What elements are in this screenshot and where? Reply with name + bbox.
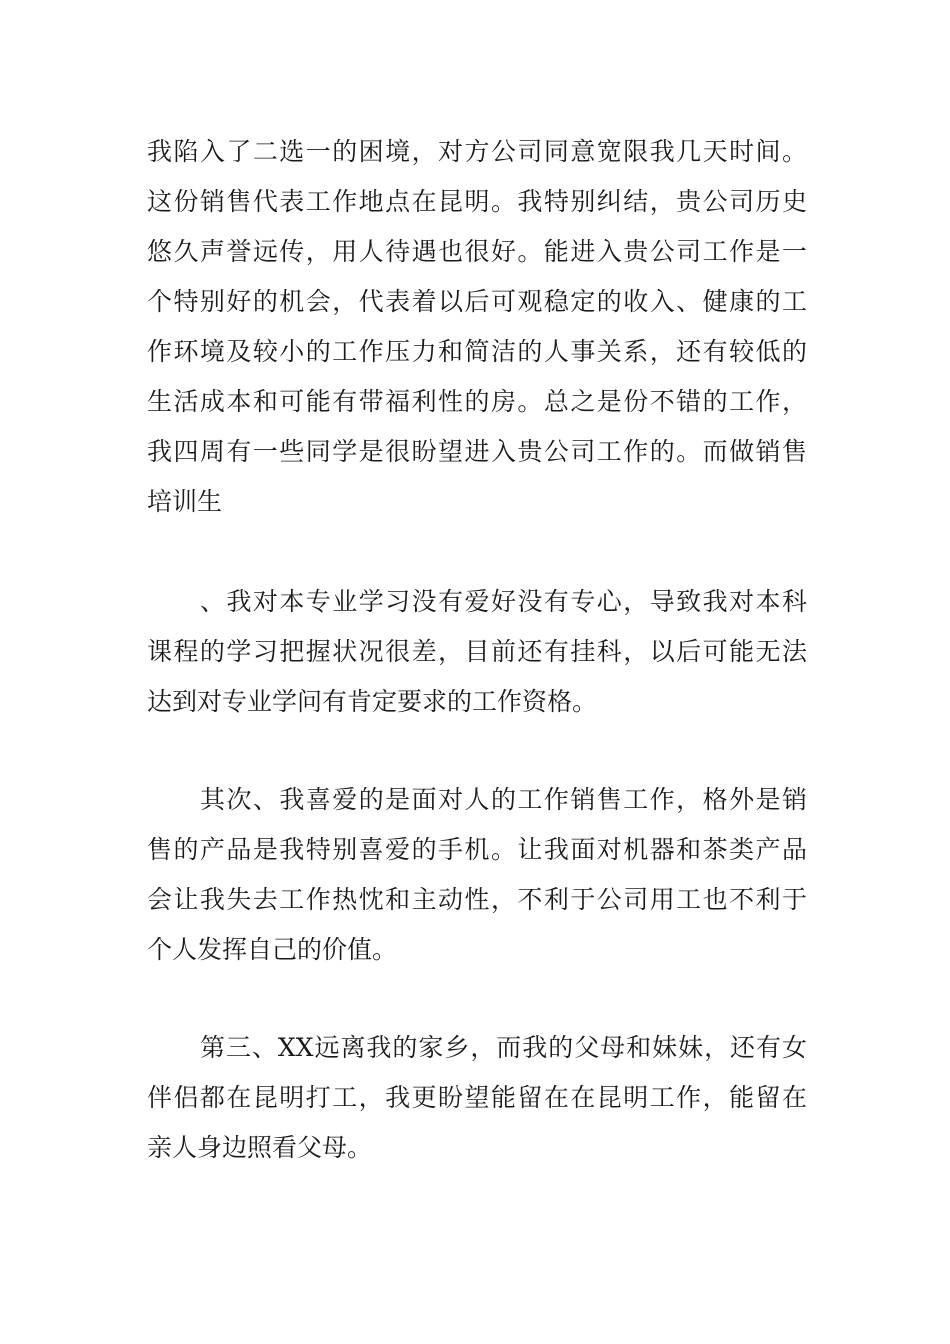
paragraph-1-line-1: 我陷入了二选一的困境，对方公司同意宽限我几天时间。 [147, 137, 807, 166]
paragraph-2-line-3: 达到对专业学问有肯定要求的工作资格。 [147, 687, 598, 716]
paragraph-1-line-4: 个特别好的机会，代表着以后可观稳定的收入、健康的工 [147, 287, 807, 316]
paragraph-1-line-5: 作环境及较小的工作压力和简洁的人事关系，还有较低的 [147, 337, 807, 366]
paragraph-3-line-4: 个人发挥自己的价值。 [147, 935, 398, 964]
paragraph-3-line-1: 其次、我喜爱的是面对人的工作销售工作，格外是销 [200, 785, 807, 814]
paragraph-2-line-1: 、我对本专业学习没有爱好没有专心，导致我对本科 [200, 587, 807, 616]
paragraph-3-line-2: 售的产品是我特别喜爱的手机。让我面对机器和茶类产品 [147, 835, 807, 864]
paragraph-2-line-2: 课程的学习把握状况很差，目前还有挂科，以后可能无法 [147, 637, 807, 666]
paragraph-4-line-1: 第三、XX远离我的家乡，而我的父母和妹妹，还有女 [200, 1033, 807, 1062]
paragraph-1-line-7: 我四周有一些同学是很盼望进入贵公司工作的。而做销售 [147, 437, 807, 466]
paragraph-3-line-3: 会让我失去工作热忱和主动性，不利于公司用工也不利于 [147, 885, 807, 914]
paragraph-4-line-2: 伴侣都在昆明打工，我更盼望能留在在昆明工作，能留在 [147, 1083, 807, 1112]
paragraph-1-line-6: 生活成本和可能有带福利性的房。总之是份不错的工作， [147, 387, 807, 416]
paragraph-1-line-3: 悠久声誉远传，用人待遇也很好。能进入贵公司工作是一 [147, 237, 807, 266]
paragraph-1-line-8: 培训生 [147, 487, 223, 516]
paragraph-1-line-2: 这份销售代表工作地点在昆明。我特别纠结，贵公司历史 [147, 187, 807, 216]
paragraph-4-line-3: 亲人身边照看父母。 [147, 1133, 373, 1162]
